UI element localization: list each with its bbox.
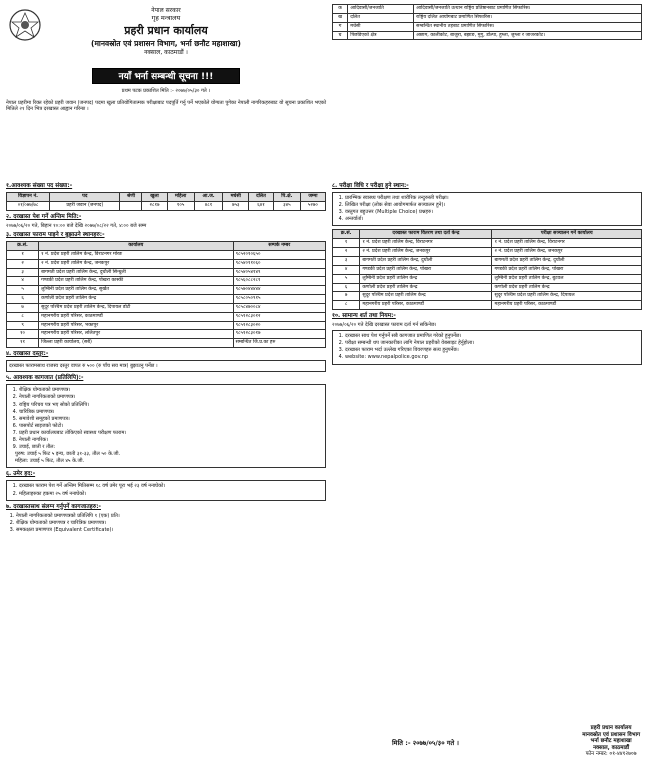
location-row	[7, 321, 326, 330]
exam-row	[333, 265, 642, 274]
location-row	[7, 339, 326, 348]
location-cell: ८	[7, 312, 39, 321]
exam-header-0: क्र.सं.	[333, 230, 360, 239]
vacancy-cell: ३४५	[273, 201, 300, 210]
general-terms-list	[335, 333, 639, 360]
exam-cell: २	[333, 248, 360, 257]
sign-line-3: भर्ना छनौट महाशाखा	[590, 738, 632, 745]
exam-cell: महानगरीय प्रहरी परिसर, काठमाण्डौं	[492, 301, 642, 310]
location-cell: ९८५१२८३०१७	[233, 330, 325, 339]
document-item: 2. नेपाली नागरिकताको प्रमाणपत्र।	[19, 394, 323, 400]
location-cell: ३	[7, 268, 39, 277]
quota-section	[332, 4, 642, 178]
general-term-item: 3. दरखास्त फाराम भर्दा उल्लेख गरिएका विवरणहरु सत्य हुनुपर्नेछ।	[345, 347, 639, 353]
sign-line-1: प्रहरी प्रधान कार्यालय	[590, 725, 632, 732]
vacancy-header-0: विज्ञापन नं.	[7, 193, 50, 202]
exam-method-item: 4. अन्तर्वार्ता।	[345, 216, 639, 222]
exam-method-list	[335, 195, 639, 222]
documents-list	[9, 387, 323, 450]
exam-cell: ४	[333, 265, 360, 274]
exam-cell: लुम्बिनी प्रदेश प्रहरी तालिम केन्द्र, बुटवल	[492, 274, 642, 283]
location-cell: ९	[7, 321, 39, 330]
vacancy-header-7: दलित	[249, 193, 274, 202]
quota-cell: पिछडिएको क्षेत्र	[348, 31, 414, 40]
exam-cell: महानगरीय प्रहरी परिसर, काठमाण्डौं	[360, 301, 492, 310]
section-4-title: ४. दरखास्त दस्तुर:-	[6, 351, 49, 358]
right-column	[332, 180, 642, 764]
exam-method-item: 2. लिखित परीक्षा (लोक सेवा आयोगमार्फत सञ्चालन हुने)।	[345, 202, 639, 208]
quota-row	[333, 31, 642, 40]
vacancy-cell: ०१/०७७/७८	[7, 201, 50, 210]
section-8-title: ८. परीक्षा विधि र परीक्षा हुने स्थान:-	[332, 183, 409, 189]
location-cell: ९८५८४७००८४	[233, 303, 325, 312]
age-item: 2. महिलाहरुका हकमा २५ वर्ष ननाघेको।	[19, 491, 323, 497]
section-6-title: ६. उमेर हद:-	[6, 471, 36, 478]
vacancy-cell: ५२७०	[300, 201, 325, 210]
vacancy-header-3: खुला	[142, 193, 167, 202]
general-term-item: 4. website: www.nepalpolice.gov.np	[345, 354, 639, 360]
document-item: 4. चारित्रिक प्रमाणपत्र।	[19, 409, 323, 415]
quota-row	[333, 22, 642, 31]
location-cell: ६	[7, 295, 39, 304]
vacancy-table	[6, 192, 326, 211]
exam-cell: १ नं. प्रदेश प्रहरी तालिम केन्द्र, विराटनगर	[360, 239, 492, 248]
vacancy-cell: प्रहरी जवान (जनपद)	[50, 201, 120, 210]
exam-method-item: 3. वस्तुगत बहुउत्तर (Multiple Choice) प्रश्नहरु।	[345, 209, 639, 215]
location-cell: महानगरीय प्रहरी परिसर, भक्तपुर	[39, 321, 233, 330]
location-cell: जिल्ला प्रहरी कार्यालय, (सबै)	[39, 339, 233, 348]
location-cell: महानगरीय प्रहरी परिसर, ललितपुर	[39, 330, 233, 339]
location-header-1: कार्यालय	[39, 241, 233, 250]
attachment-item: 1. नेपाली नागरिकताको प्रमाणपत्रको प्रतिलिपि १ (एक) प्रति।	[16, 513, 326, 519]
location-header-2: सम्पर्क नम्बर	[233, 241, 325, 250]
document-item: 6. पासपोर्ट साइजको फोटो।	[19, 423, 323, 429]
location-cell: ४	[7, 277, 39, 286]
location-cell: सम्बन्धित जि.प्र.का हरु	[233, 339, 325, 348]
quota-cell: ग	[333, 22, 348, 31]
age-box	[6, 480, 326, 500]
quota-cell: अछाम, कालीकोट, बाजुरा, बझाङ, मुगु, डोल्पा, हुम्ला, जुम्ला र जाजरकोट।	[414, 31, 642, 40]
exam-cell: गण्डकी प्रदेश प्रहरी तालिम केन्द्र, पोखरा	[360, 265, 492, 274]
document-item: 7. प्रहरी प्रधान कार्यालयबाट तोकिएको स्वास्थ्य परीक्षण फाराम।	[19, 430, 323, 436]
male-requirement: पुरुष: उचाई ५ फिट ५ इन्च, छाती ३१-३३, तौल ५० के.जी.	[15, 451, 121, 458]
location-row	[7, 277, 326, 286]
sign-line-2: मानवस्रोत एवं प्रशासन विभाग	[582, 731, 640, 738]
exam-center-table	[332, 229, 642, 310]
quota-cell: सम्बन्धित स्थानीय तहबाट प्रमाणित सिफारिस।	[414, 22, 642, 31]
exam-row	[333, 301, 642, 310]
location-cell: ५	[7, 286, 39, 295]
quota-cell: घ	[333, 31, 348, 40]
general-terms-box	[332, 330, 642, 364]
location-row	[7, 303, 326, 312]
location-row	[7, 286, 326, 295]
notice-banner: नयाँ भर्ना सम्बन्धी सूचना !!!	[92, 68, 240, 84]
header-office: प्रहरी प्रधान कार्यालय	[124, 24, 208, 38]
vacancy-cell: १०५	[167, 201, 194, 210]
location-cell: ९८५१२८३०१२	[233, 312, 325, 321]
exam-cell: लुम्बिनी प्रदेश प्रहरी तालिम केन्द्र	[360, 274, 492, 283]
vacancy-header-1: पद	[50, 193, 120, 202]
exam-cell: ३	[333, 256, 360, 265]
exam-cell: कर्णाली प्रदेश प्रहरी तालिम केन्द्र	[492, 283, 642, 292]
location-cell: १	[7, 250, 39, 259]
location-cell: ७	[7, 303, 39, 312]
attachment-item: 2. शैक्षिक योग्यताको प्रमाणपत्र र चारित्रिक प्रमाणपत्र।	[16, 520, 326, 526]
location-cell: ९८५८०५०९१५	[233, 295, 325, 304]
exam-row	[333, 283, 642, 292]
quota-table	[332, 4, 642, 40]
vacancy-header-5: आ.ज.	[194, 193, 223, 202]
location-row	[7, 312, 326, 321]
exam-cell: कर्णाली प्रदेश प्रहरी तालिम केन्द्र	[360, 283, 492, 292]
header-government: नेपाल सरकार	[151, 7, 181, 14]
exam-cell: २ नं. प्रदेश प्रहरी तालिम केन्द्र, जनकपुर	[492, 248, 642, 257]
location-cell: गण्डकी प्रदेश प्रहरी तालिम केन्द्र, पोखरा कास्की	[39, 277, 233, 286]
exam-cell: १ नं. प्रदेश प्रहरी तालिम केन्द्र, विराटनगर	[492, 239, 642, 248]
exam-cell: ८	[333, 301, 360, 310]
exam-cell: ६	[333, 283, 360, 292]
section-2-title: २. दरखास्त पेश गर्ने अन्तिम मिति:-	[6, 213, 82, 220]
location-cell: ९८५६०८८२८१	[233, 277, 325, 286]
quota-cell: मधेसी	[348, 22, 414, 31]
section-7-title: ७. दरखास्तसाथ संलग्न गर्नुपर्ने कागजातहरु:-	[6, 503, 101, 510]
general-term-item: 1. दरखास्त साथ पेश गर्नुपर्ने सबै कागजात प्रमाणित गरेको हुनुपर्नेछ।	[345, 333, 639, 339]
document-item: 9. उचाई, छाती र तौल:	[19, 444, 323, 450]
section-5-title: ५. आवश्यक कागजात (प्रतिलिपि):-	[6, 375, 84, 382]
exam-cell: १	[333, 239, 360, 248]
vacancy-header-9: जम्मा	[300, 193, 325, 202]
sign-line-5: फोन नम्बर: ०१-४४१२७०७	[585, 751, 637, 758]
exam-cell: ५	[333, 274, 360, 283]
documents-box	[6, 384, 326, 468]
header-department: (मानवस्रोत एवं प्रशासन विभाग, भर्ना छनौट महाशाखा)	[91, 38, 241, 48]
location-cell: ११	[7, 339, 39, 348]
vacancy-header-6: मधेसी	[223, 193, 249, 202]
form-location-table	[6, 241, 326, 348]
exam-row	[333, 239, 642, 248]
vacancy-cell: ७५३	[223, 201, 249, 210]
exam-row	[333, 256, 642, 265]
location-row	[7, 268, 326, 277]
exam-row	[333, 248, 642, 257]
vacancy-cell	[120, 201, 142, 210]
fee-text: दरखास्त फारामसाथ राजस्व दस्तुर वापत रु ५०० (रु पाँच सय मात्र) बुझाउनु पर्नेछ ।	[6, 360, 326, 372]
header-location: नक्साल, काठमाडौं ।	[144, 48, 188, 56]
age-item: 1. दरखास्त फाराम पेश गर्ने अन्तिम मितिसम्म १८ वर्ष उमेर पूरा भई २३ वर्ष ननाघेको।	[19, 483, 323, 489]
location-cell: ९८५१२८३०२०	[233, 321, 325, 330]
location-cell: ९८५२०१०६५०	[233, 250, 325, 259]
location-cell: सुदूर पश्चिम प्रदेश प्रहरी तालिम केन्द्र, दिपायल डोटी	[39, 303, 233, 312]
location-row	[7, 330, 326, 339]
section-3-title: ३. दरखास्त फाराम पाइने र बुझाउने स्थानहरु:-	[6, 231, 105, 238]
sign-line-4: नक्साल, काठमाडौं	[593, 744, 630, 751]
quota-cell: आदिवासी/जनजाति	[348, 5, 414, 14]
attachment-item: 3. समकक्षता प्रमाणपत्र (Equivalent Certificate)।	[16, 527, 326, 533]
deadline-text: २०७७/०६/२० गते, बिहान १०:०० बजे देखि २०७७/०८/२२ गते, ४:०० बजे सम्म	[6, 222, 147, 229]
document-item: 5. समावेशी समूहको प्रमाणपत्र।	[19, 416, 323, 422]
exam-method-item: 1. प्रारम्भिक स्वास्थ्य परीक्षण तथा शारीरिक तन्दुरुस्ती परीक्षा।	[345, 195, 639, 201]
location-cell: लुम्बिनी प्रदेश प्रहरी तालिम केन्द्र, सुर्खेत	[39, 286, 233, 295]
location-row	[7, 295, 326, 304]
location-cell: ९८५४०५४१४९	[233, 268, 325, 277]
vacancy-cell: ६४१	[249, 201, 274, 210]
location-header-0: क्र.सं.	[7, 241, 39, 250]
section-1-title: १.आवश्यक संख्या पद संख्या:-	[6, 183, 73, 189]
quota-cell: आदिवासी/जनजाति उत्थान राष्ट्रिय प्रतिष्ठानबाट प्रमाणित सिफारिस।	[414, 5, 642, 14]
vacancy-header-4: महिला	[167, 193, 194, 202]
exam-cell: सुदूर पश्चिम प्रदेश प्रहरी तालिम केन्द्र	[360, 292, 492, 301]
exam-row	[333, 274, 642, 283]
location-cell: बागमती प्रदेश प्रहरी तालिम केन्द्र, दुधौली सिन्धुली	[39, 268, 233, 277]
location-row	[7, 259, 326, 268]
quota-cell: क	[333, 5, 348, 14]
age-list	[9, 483, 323, 496]
vacancy-header-2: श्रेणी	[120, 193, 142, 202]
left-column	[6, 180, 326, 764]
document-item: 8. नेपाली नागरिक।	[19, 437, 323, 443]
location-cell: कर्णाली प्रदेश प्रहरी तालिम केन्द्र	[39, 295, 233, 304]
notice-header	[6, 4, 326, 122]
vacancy-header-8: पि.क्षे.	[273, 193, 300, 202]
exam-cell: सुदूर पश्चिम प्रदेश प्रहरी तालिम केन्द्र, दिपायल	[492, 292, 642, 301]
attachments-list	[6, 513, 326, 533]
document-item: 3. राष्ट्रिय परिचय पत्र भए सोको प्रतिलिपि।	[19, 402, 323, 408]
location-cell: ९८५४०११०६०	[233, 259, 325, 268]
quota-cell: ख	[333, 13, 348, 22]
exam-method-box	[332, 192, 642, 226]
quota-cell: दलित	[348, 13, 414, 22]
exam-header-2: परीक्षा सञ्चालन गर्ने कार्यालय	[492, 230, 642, 239]
location-row	[7, 250, 326, 259]
quota-row	[333, 5, 642, 14]
document-item: 1. शैक्षिक योग्यताको प्रमाणपत्र।	[19, 387, 323, 393]
location-cell: ९८५७०४४४४४	[233, 286, 325, 295]
general-terms-text: २०७७/०६/२० गते देखि दरखास्त फाराम दर्ता गर्न सकिनेछ।	[332, 322, 437, 329]
female-requirement: महिला: उचाई ५ फिट, तौल ४५ के.जी.	[15, 458, 85, 465]
exam-cell: ७	[333, 292, 360, 301]
vacancy-cell: २८१७	[142, 201, 167, 210]
exam-cell: बागमती प्रदेश प्रहरी तालिम केन्द्र, दुधौली	[492, 256, 642, 265]
signature-block	[582, 725, 640, 758]
quota-cell: राष्ट्रिय दलित आयोगबाट प्रमाणित सिफारिस।	[414, 13, 642, 22]
exam-cell: बागमती प्रदेश प्रहरी तालिम केन्द्र, दुधौली	[360, 256, 492, 265]
header-ministry: गृह मन्त्रालय	[151, 14, 181, 23]
exam-row	[333, 292, 642, 301]
section-10-title: १०. सामान्य शर्त तथा नियम:-	[332, 313, 396, 320]
vacancy-cell: ४८१	[194, 201, 223, 210]
quota-row	[333, 13, 642, 22]
general-term-item: 2. परीक्षा सम्बन्धी थप जानकारीका लागि नेपाल प्रहरीको वेबसाइट हेर्नुहोला।	[345, 340, 639, 346]
footer-date: मिति :- २०७७/०५/३० गते ।	[392, 739, 459, 748]
publication-date: प्रथम पटक प्रकाशित मिति :- २०७७/०५/३० गते ।	[121, 88, 211, 94]
exam-cell: गण्डकी प्रदेश प्रहरी तालिम केन्द्र, पोखरा	[492, 265, 642, 274]
location-cell: १ नं. प्रदेश प्रहरी तालिम केन्द्र, विराटनगर मोरङ	[39, 250, 233, 259]
location-cell: १०	[7, 330, 39, 339]
location-cell: २ नं. प्रदेश प्रहरी तालिम केन्द्र, जनकपुर	[39, 259, 233, 268]
exam-cell: २ नं. प्रदेश प्रहरी तालिम केन्द्र, जनकपुर	[360, 248, 492, 257]
exam-header-1: दरखास्त फाराम वितरण तथा दर्ता केन्द्र	[360, 230, 492, 239]
location-cell: महानगरीय प्रहरी परिसर, काठमाण्डौं	[39, 312, 233, 321]
intro-paragraph: नेपाल प्रहरीमा रिक्त रहेको प्रहरी जवान (जनपद) पदमा खुला प्रतियोगितात्मक परीक्षाबाट पदपूर्ति गर्नु पर्ने भएकोले योग्यता पुगेका नेपाली नागरिकहरुबाट यो सूचना प्रकाशित भएको मितिले २१ दिन भित्र दरखास्त आह्वान गरिन्छ ।	[6, 100, 326, 113]
location-cell: २	[7, 259, 39, 268]
